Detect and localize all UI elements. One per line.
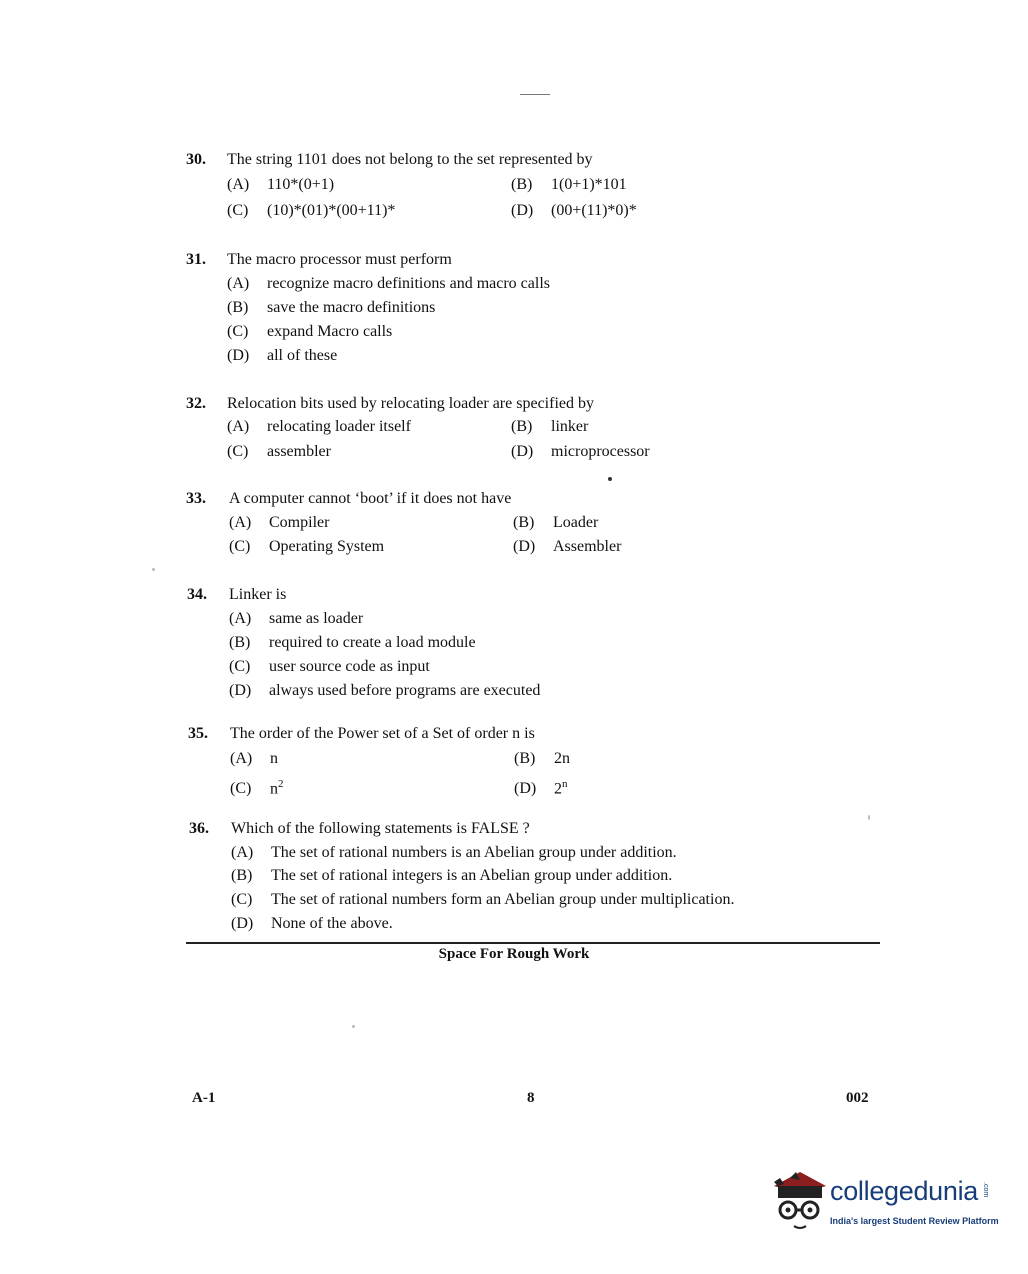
option-a: (A) The set of rational numbers is an Abelian group under addition. — [231, 844, 677, 861]
option-c: (C) The set of rational numbers form an Abelian group under multiplication. — [231, 891, 735, 908]
mascot-icon — [770, 1168, 830, 1232]
option-c: (C) (10)*(01)*(00+11)* — [227, 202, 396, 219]
footer-set-number: 002 — [846, 1090, 869, 1106]
question-text: The string 1101 does not belong to the set represented by — [227, 151, 593, 168]
option-d: (D) always used before programs are executed — [229, 682, 541, 699]
question-number: 36. — [189, 820, 209, 837]
option-a: (A) Compiler — [229, 514, 330, 531]
option-a: (A) recognize macro definitions and macro calls — [227, 275, 550, 292]
speck — [608, 477, 612, 481]
option-d: (D) microprocessor — [511, 443, 650, 460]
option-c: (C) Operating System — [229, 538, 385, 555]
option-b: (B) linker — [511, 418, 589, 435]
question-number: 30. — [186, 151, 206, 168]
question-text: Relocation bits used by relocating loader are specified by — [227, 395, 594, 412]
option-b: (B) save the macro definitions — [227, 299, 436, 316]
divider-line — [186, 942, 880, 944]
speck — [152, 568, 155, 571]
option-c: (C) assembler — [227, 443, 331, 460]
question-text: The order of the Power set of a Set of order n is — [230, 725, 535, 742]
collegedunia-logo — [770, 1168, 1000, 1232]
question-number: 33. — [186, 490, 206, 507]
option-a: (A) 110*(0+1) — [227, 176, 335, 193]
footer-code: A-1 — [192, 1090, 216, 1106]
question-number: 32. — [186, 395, 206, 412]
top-dash — [520, 94, 550, 95]
speck — [352, 1025, 355, 1028]
question-text: Linker is — [229, 586, 287, 603]
option-b: (B) required to create a load module — [229, 634, 476, 651]
option-a: (A) same as loader — [229, 610, 364, 627]
question-text: A computer cannot ‘boot’ if it does not have — [229, 490, 512, 507]
option-b: (B) 1(0+1)*101 — [511, 176, 627, 193]
option-d: (D) None of the above. — [231, 915, 393, 932]
option-a: (A) relocating loader itself — [227, 418, 411, 435]
speck — [868, 815, 870, 820]
option-d: (D) 2$^n$ — [514, 778, 568, 798]
option-c: (C) user source code as input — [229, 658, 430, 675]
option-d: (D) all of these — [227, 347, 338, 364]
footer-page-number: 8 — [527, 1090, 535, 1106]
option-c: (C) $n^2$ — [230, 778, 284, 798]
question-text: The macro processor must perform — [227, 251, 452, 268]
option-b: (B) Loader — [513, 514, 599, 531]
logo-wordmark: collegedunia — [830, 1176, 979, 1206]
rough-work-label: Space For Rough Work — [438, 946, 590, 962]
option-c: (C) expand Macro calls — [227, 323, 393, 340]
option-a: (A) n — [230, 750, 278, 767]
logo-com: .com — [982, 1182, 989, 1198]
logo-tagline: India's largest Student Review Platform — [830, 1216, 999, 1226]
question-text: Which of the following statements is FALSE ? — [231, 820, 530, 837]
option-d: (D) (00+(11)*0)* — [511, 202, 637, 219]
option-b: (B) The set of rational integers is an Abelian group under addition. — [231, 867, 673, 884]
option-b: (B) 2n — [514, 750, 570, 767]
question-number: 35. — [188, 725, 208, 742]
question-number: 31. — [186, 251, 206, 268]
question-number: 34. — [187, 586, 207, 603]
option-d: (D) Assembler — [513, 538, 622, 555]
